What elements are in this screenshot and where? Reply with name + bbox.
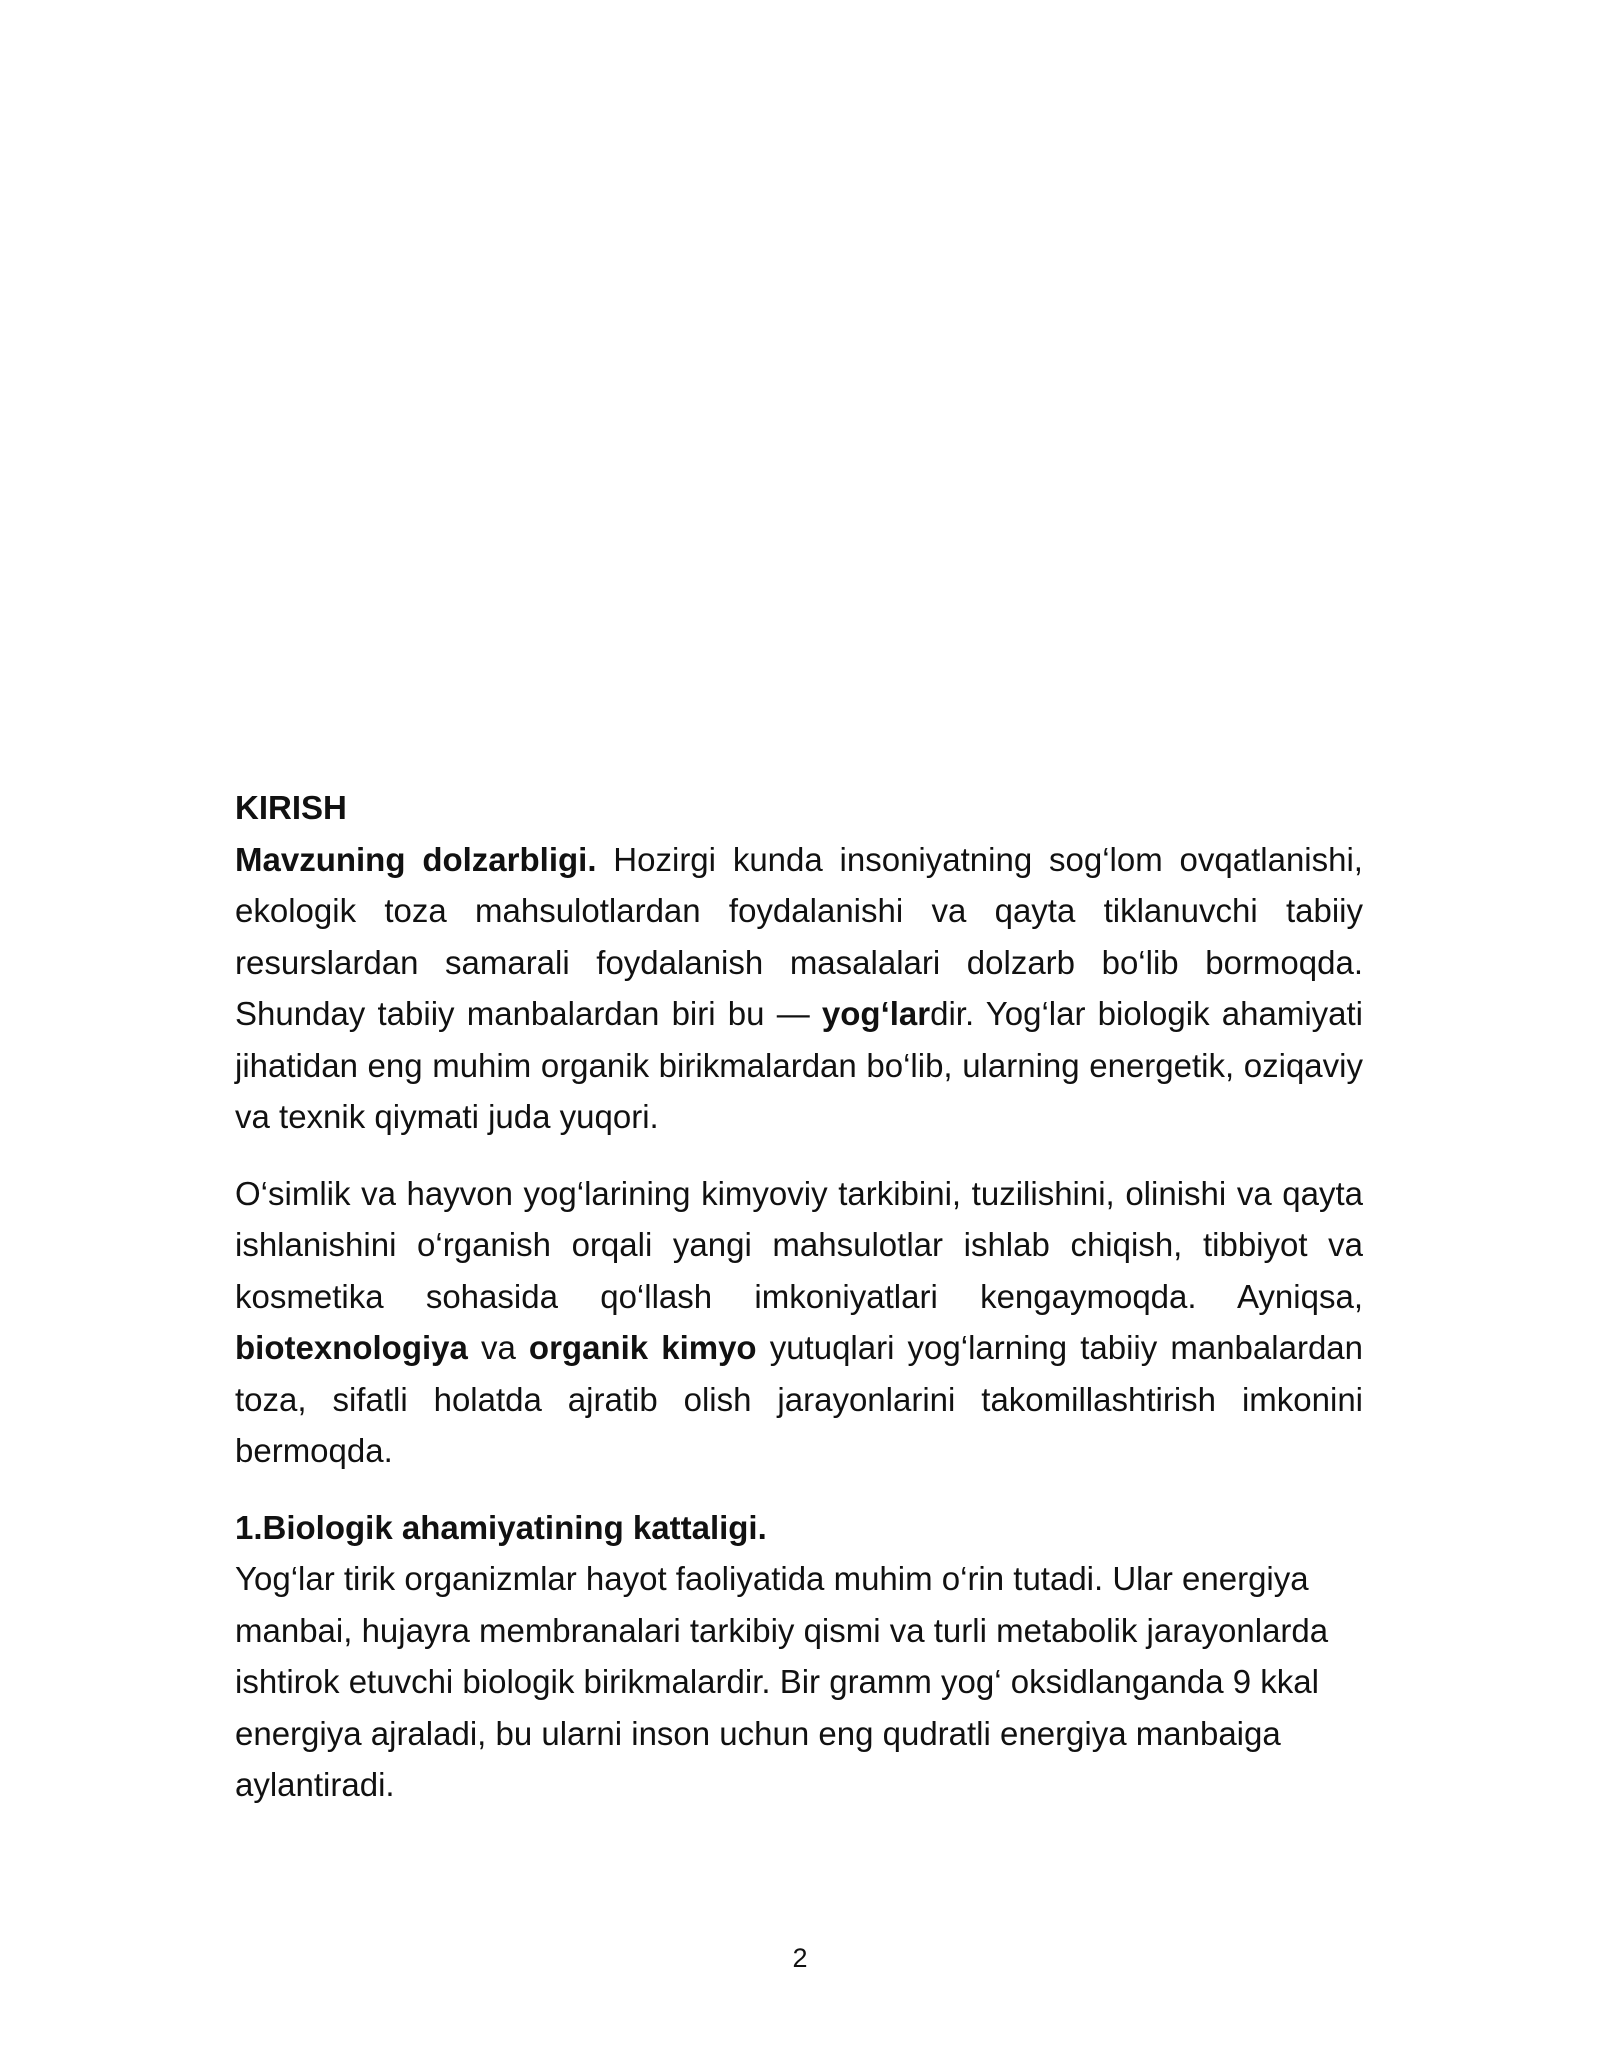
intro-text-1: Hozirgi kunda insoniyatning sog‘lom ovqatlanishi, ekologik toza mahsulotlardan foydalanishi va qayta tiklanuvchi tabiiy resurslardan samarali foydalanish masalalari dolzarb bo‘lib bormoqda. Shunday tabiiy manbalardan biri bu — <box>235 840 1363 1032</box>
section-1-heading: 1.Biologik ahamiyatining kattaligi. <box>235 1508 767 1546</box>
intro-paragraph <box>235 834 1363 1143</box>
paragraph-2-text-1: O‘simlik va hayvon yog‘larining kimyoviy tarkibini, tuzilishini, olinishi va qayta ishlanishini o‘rganish orqali yangi mahsulotlar ishlab chiqish, tibbiyot va kosmetika sohasida qo‘llash imkoniyatlari kengaymoqda. Ayniqsa, <box>235 1174 1363 1315</box>
page-number: 2 <box>792 1943 808 1973</box>
paragraph-2 <box>235 1168 1363 1477</box>
intro-text-2: dir. Yog‘lar biologik ahamiyati jihatidan eng muhim organik birikmalardan bo‘lib, ularning energetik, oziqaviy va texnik qiymati juda yuqori. <box>235 995 1364 1135</box>
intro-bold-term: yog‘lar <box>821 995 931 1032</box>
page-content <box>235 782 1363 1811</box>
intro-lead: Mavzuning dolzarbligi. <box>235 840 597 878</box>
section-1-paragraph: Yog‘lar tirik organizmlar hayot faoliyatida muhim o‘rin tutadi. Ular energiya manbai, hujayra membranalari tarkibiy qismi va turli metabolik jarayonlarda ishtirok etuvchi biologik birikmalardir. Bir gramm yog‘ oksidlanganda 9 kkal energiya ajraladi, bu ularni inson uchun eng qudratli energiya manbaiga aylantiradi. <box>235 1560 1329 1803</box>
paragraph-2-bold-1: biotexnologiya <box>235 1329 468 1366</box>
paragraph-2-text-3: yutuqlari yog‘larning tabiiy manbalardan toza, sifatli holatda ajratib olish jarayonlarini takomillashtirish imkonini bermoqda. <box>235 1329 1363 1469</box>
chapter-heading: KIRISH <box>235 789 347 826</box>
paragraph-2-bold-2: organik kimyo <box>528 1329 757 1366</box>
paragraph-2-text-2: va <box>467 1329 529 1366</box>
